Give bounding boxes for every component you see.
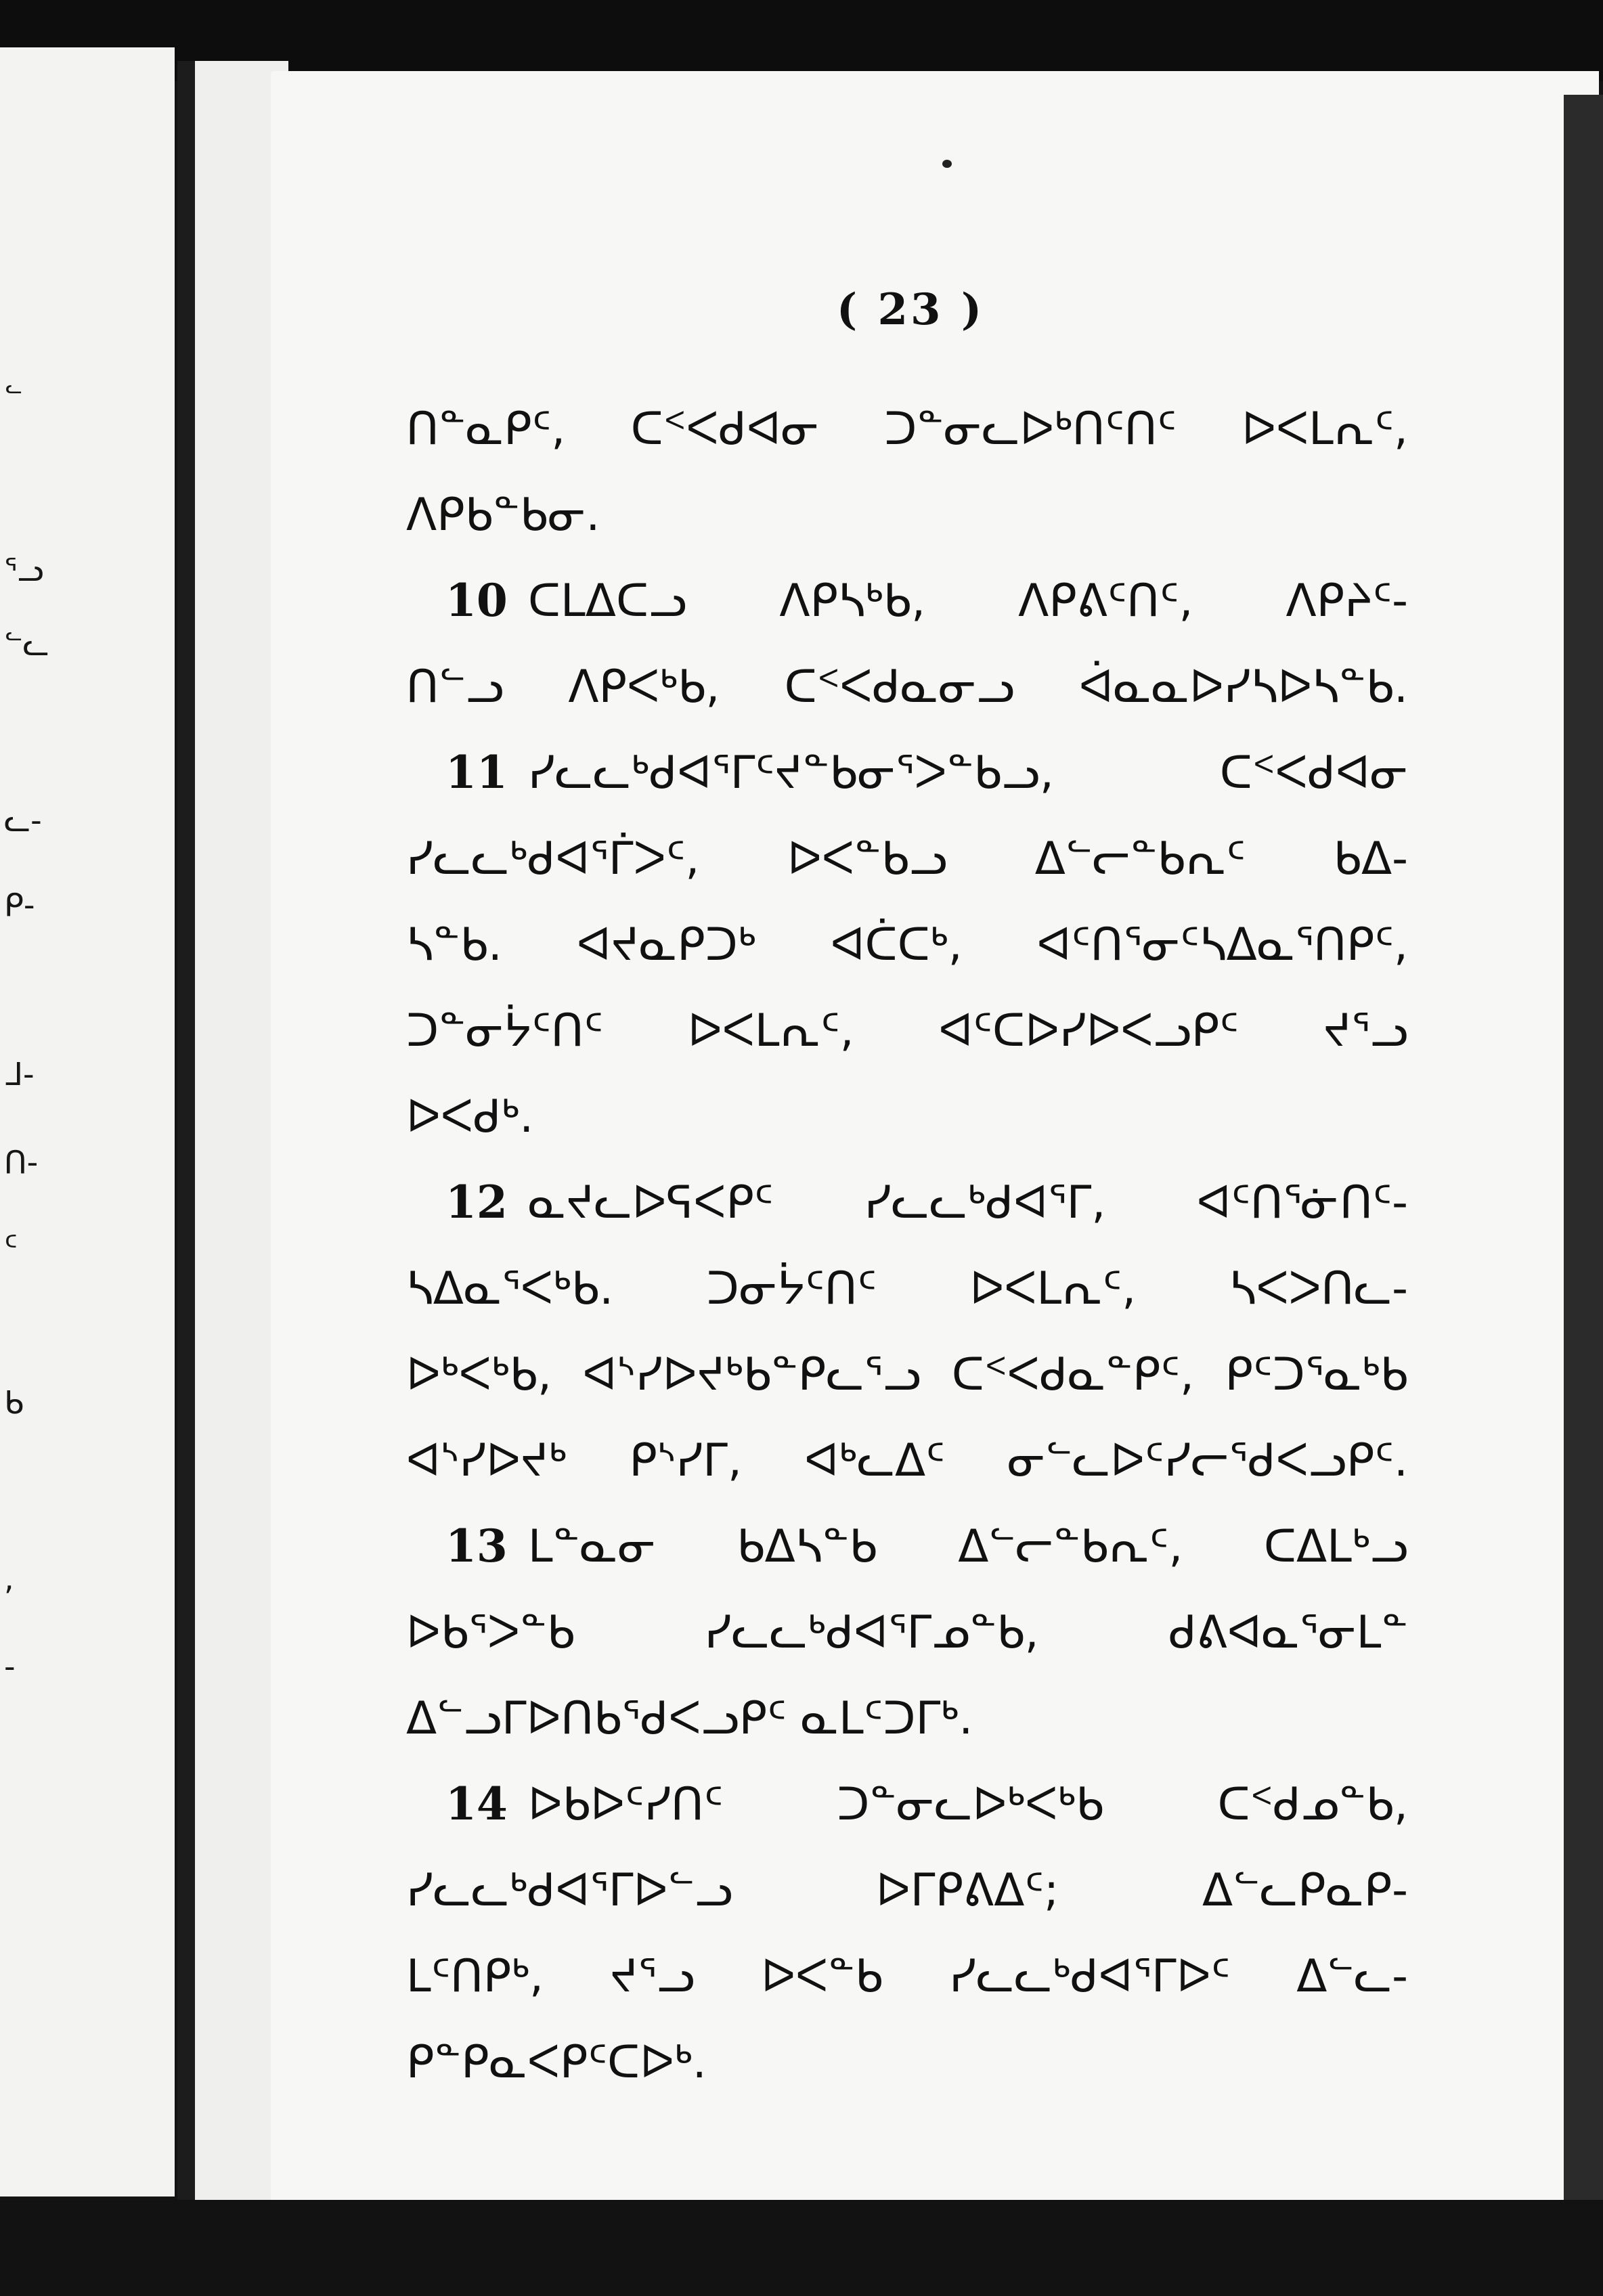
text-line [406,730,1408,816]
text-line [406,1675,1408,1761]
line-text: ᒪᑦᑎᑭᒃ, ᔪᕐᓗ ᐅᐸᓐᑲ ᓯᓚᓚᒃᑯᐊᕐᒥᐅᑦ ᐃᓪᓚ- [406,1950,1408,2002]
left-page-fragment: ᓪ [4,379,23,416]
text-line [406,816,1408,902]
line-text: ᓯᓚᓚᒃᑯᐊᕐᒥᑦᔪᓐᑲᓂᕐᐳᓐᑲᓗ, ᑕᑉᐸᑯᐊᓂ [527,747,1408,799]
line-text: ᑐᓐᓂᔮᑦᑎᑦ ᐅᐸᒪᕆᑦ, ᐊᑦᑕᐅᓯᐅᐸᓗᑭᑦ ᔪᕐᓗ [406,1005,1408,1057]
line-text: ᐅᑲᕐᐳᓐᑲ ᓯᓚᓚᒃᑯᐊᕐᒥᓄᓐᑲ, ᑯᕕᐊᓇᕐᓂᒪᓐ [406,1606,1408,1658]
text-line [406,1847,1408,1933]
text-line [406,988,1408,1074]
verse-number: 14 [445,1778,508,1830]
verse-number: 13 [445,1520,508,1572]
line-text: ᐅᐸᑯᒃ. [406,1090,534,1143]
text-line [406,1074,1408,1160]
left-page-edge [0,47,175,2196]
line-text: ᑕᒪᐃᑕᓗ ᐱᑭᓴᒃᑲ, ᐱᑭᕕᑦᑎᑦ, ᐱᑭᔨᑦ- [527,575,1408,627]
left-page-fragment: ᓚ- [4,802,42,839]
line-text: ᑎᓪᓗ ᐱᑭᐸᒃᑲ, ᑕᑉᐸᑯᓇᓂᓗ ᐋᓇᓇᐅᓯᓴᐅᓴᓐᑲ. [406,661,1408,713]
page-number: ( 23 ) [836,284,985,335]
right-page-edge [1564,95,1603,2213]
line-text: ᑎᓐᓇᑭᑦ, ᑕᑉᐸᑯᐊᓂ ᑐᓐᓂᓚᐅᒃᑎᑦᑎᑦ ᐅᐸᒪᕆᑦ, [406,403,1408,455]
ink-speck [942,160,952,168]
line-text: ᐅᒃᐸᒃᑲ, ᐊᔅᓯᐅᔪᒃᑲᓐᑭᓚᕐᓗ ᑕᑉᐸᑯᓇᓐᑭᑦ, ᑭᑦᑐᕐᓇᒃᑲ [406,1348,1408,1400]
text-line [406,1933,1408,2019]
line-text: ᓴᐃᓇᕐᐸᒃᑲ. ᑐᓂᔮᑦᑎᑦ ᐅᐸᒪᕆᑦ, ᓴᐸᐳᑎᓚ- [406,1262,1408,1315]
text-line [406,1160,1408,1245]
syllabic-text-block [406,386,1408,2105]
line-text: ᐱᑭᑲᓐᑲᓂ. [406,489,600,541]
text-line [406,1503,1408,1589]
left-page-fragment: - [4,1648,16,1685]
line-text: ᓇᔪᓚᐅᕋᐸᑭᑦ ᓯᓚᓚᒃᑯᐊᕐᒥ, ᐊᑦᑎᕐᓃᑎᑦ- [527,1176,1408,1229]
line-text: ᓴᓐᑲ. ᐊᔪᓇᑭᑐᒃ ᐊᑖᑕᒃ, ᐊᑦᑎᕐᓂᑦᓴᐃᓇᕐᑎᑭᑦ, [406,919,1408,971]
left-page-fragment: ᑦ [4,1229,18,1265]
text-line [406,1589,1408,1675]
text-line [406,386,1408,472]
text-line [406,644,1408,730]
left-page-fragment: ᑭ- [4,887,35,923]
left-page-fragment: ᕐᓗ [4,552,44,588]
verse-number: 12 [445,1176,508,1229]
line-text: ᐊᔅᓯᐅᔪᒃ ᑭᔅᓯᒥ, ᐊᒃᓚᐃᑦ ᓂᓪᓚᐅᑦᓯᓕᕐᑯᐸᓗᑭᑦ. [406,1434,1408,1486]
verse-number: 11 [445,746,508,799]
text-line [406,2019,1408,2105]
left-page-fragment: ᑲ [4,1384,24,1421]
text-line [406,558,1408,644]
line-text: ᓯᓚᓚᒃᑯᐊᕐᒦᐳᑦ, ᐅᐸᓐᑲᓗ ᐃᓪᓕᓐᑲᕆᑦ ᑲᐃ- [406,833,1408,885]
left-page-fragment: ᑎ- [4,1144,39,1180]
line-text: ᓯᓚᓚᒃᑯᐊᕐᒥᐅᓪᓗ ᐅᒥᑭᕕᐃᑦ; ᐃᓪᓚᑭᓇᑭ- [406,1864,1408,1916]
text-line [406,902,1408,988]
text-line [406,472,1408,558]
line-text: ᐃᓪᓗᒥᐅᑎᑲᕐᑯᐸᓗᑭᑦ ᓇᒪᑦᑐᒥᒃ. [406,1692,973,1744]
text-line [406,1761,1408,1847]
text-line [406,1331,1408,1417]
verse-number: 10 [445,574,508,627]
scan-border-bottom [0,2200,1603,2296]
line-text: ᑭᓐᑭᓇᐸᑭᑦᑕᐅᒃ. [406,2036,707,2088]
text-line [406,1245,1408,1331]
line-text: ᐅᑲᐅᑦᓯᑎᑦ ᑐᓐᓂᓚᐅᒃᐸᒃᑲ ᑕᑉᑯᓄᓐᑲ, [527,1778,1408,1830]
left-page-fragment: , [4,1560,14,1597]
left-page-fragment: ᒧ- [4,1056,35,1092]
text-line [406,1417,1408,1503]
left-page-fragment: ᓪᓚ [4,626,49,663]
line-text: ᒪᓐᓇᓂ ᑲᐃᓴᓐᑲ ᐃᓪᓕᓐᑲᕆᑦ, ᑕᐃᒪᒃᓗ [527,1520,1408,1572]
